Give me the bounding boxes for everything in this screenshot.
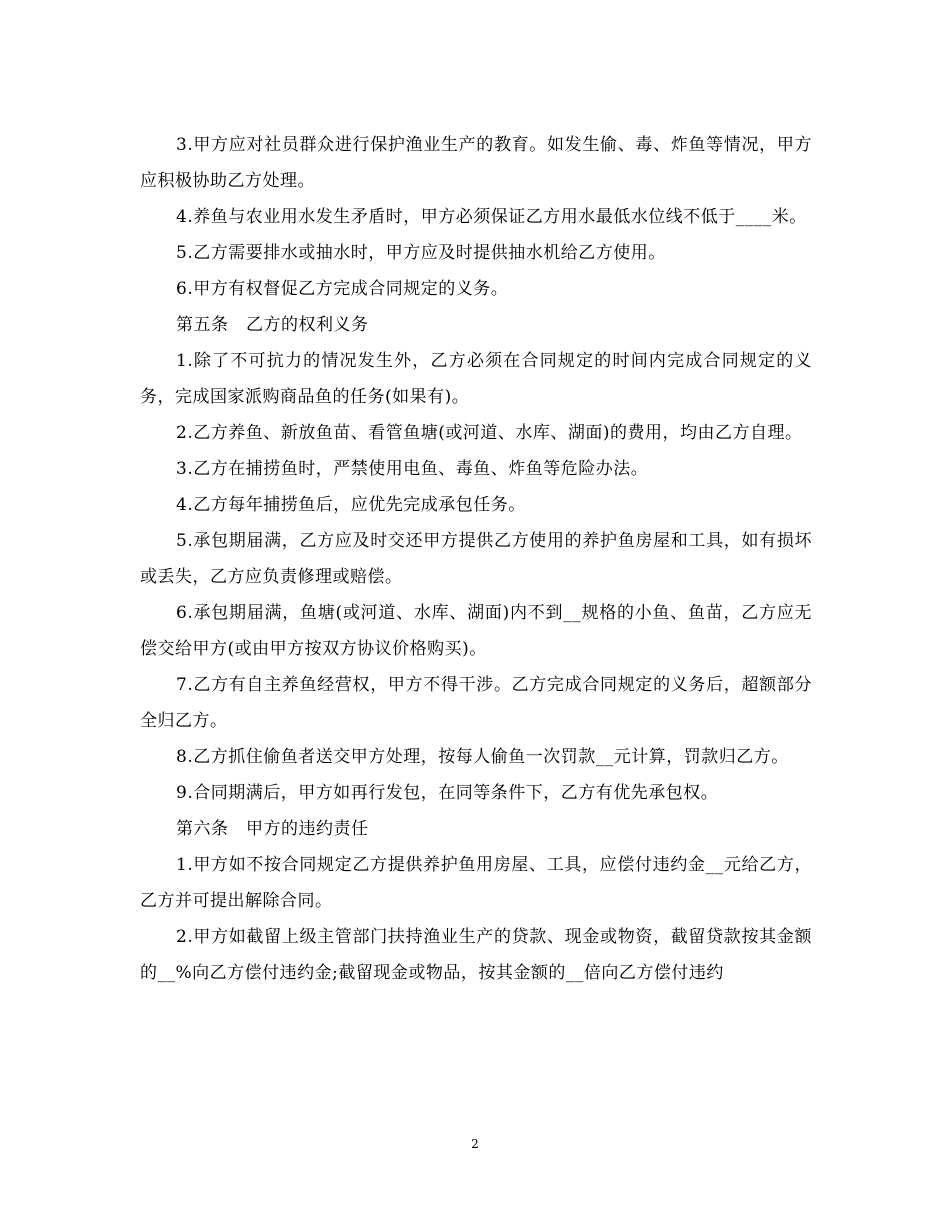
document-body: [140, 127, 812, 991]
section-heading-article-5: 第五条 乙方的权利义务: [176, 315, 369, 335]
section-heading-article-6: 第六条 甲方的违约责任: [176, 819, 369, 839]
paragraph-article-6-item-1: 1.甲方如不按合同规定乙方提供养护鱼用房屋、工具，应偿付违约金__元给乙方，乙方并可提出解除合同。: [140, 855, 812, 911]
paragraph-article-5-item-7: 7.乙方有自主养鱼经营权，甲方不得干涉。乙方完成合同规定的义务后，超额部分全归乙方。: [140, 675, 812, 731]
paragraph-article-5-item-1: 1.除了不可抗力的情况发生外，乙方必须在合同规定的时间内完成合同规定的义务，完成国家派购商品鱼的任务(如果有)。: [140, 351, 812, 407]
paragraph-article-5-item-6: 6.承包期届满，鱼塘(或河道、水库、湖面)内不到__规格的小鱼、鱼苗，乙方应无偿交给甲方(或由甲方按双方协议价格购买)。: [140, 603, 812, 659]
paragraph-article-6-item-2: 2.甲方如截留上级主管部门扶持渔业生产的贷款、现金或物资，截留贷款按其金额的__%向乙方偿付违约金;截留现金或物品，按其金额的__倍向乙方偿付违约: [140, 927, 812, 983]
paragraph-clause-3: 3.甲方应对社员群众进行保护渔业生产的教育。如发生偷、毒、炸鱼等情况，甲方应积极协助乙方处理。: [140, 135, 812, 191]
paragraph-article-5-item-9: 9.合同期满后，甲方如再行发包，在同等条件下，乙方有优先承包权。: [176, 783, 719, 803]
paragraph-article-5-item-3: 3.乙方在捕捞鱼时，严禁使用电鱼、毒鱼、炸鱼等危险办法。: [176, 459, 649, 479]
paragraph-article-5-item-2: 2.乙方养鱼、新放鱼苗、看管鱼塘(或河道、水库、湖面)的费用，均由乙方自理。: [176, 423, 803, 443]
paragraph-clause-5: 5.乙方需要排水或抽水时，甲方应及时提供抽水机给乙方使用。: [176, 243, 666, 263]
paragraph-article-5-item-4: 4.乙方每年捕捞鱼后，应优先完成承包任务。: [176, 495, 526, 515]
paragraph-clause-6: 6.甲方有权督促乙方完成合同规定的义务。: [176, 279, 509, 299]
paragraph-article-5-item-8: 8.乙方抓住偷鱼者送交甲方处理，按每人偷鱼一次罚款__元计算，罚款归乙方。: [176, 747, 789, 767]
paragraph-article-5-item-5: 5.承包期届满，乙方应及时交还甲方提供乙方使用的养护鱼房屋和工具，如有损坏或丢失，乙方应负责修理或赔偿。: [140, 531, 812, 587]
paragraph-clause-4: 4.养鱼与农业用水发生矛盾时，甲方必须保证乙方用水最低水位线不低于____米。: [176, 207, 807, 227]
page-number: 2: [471, 1137, 479, 1151]
